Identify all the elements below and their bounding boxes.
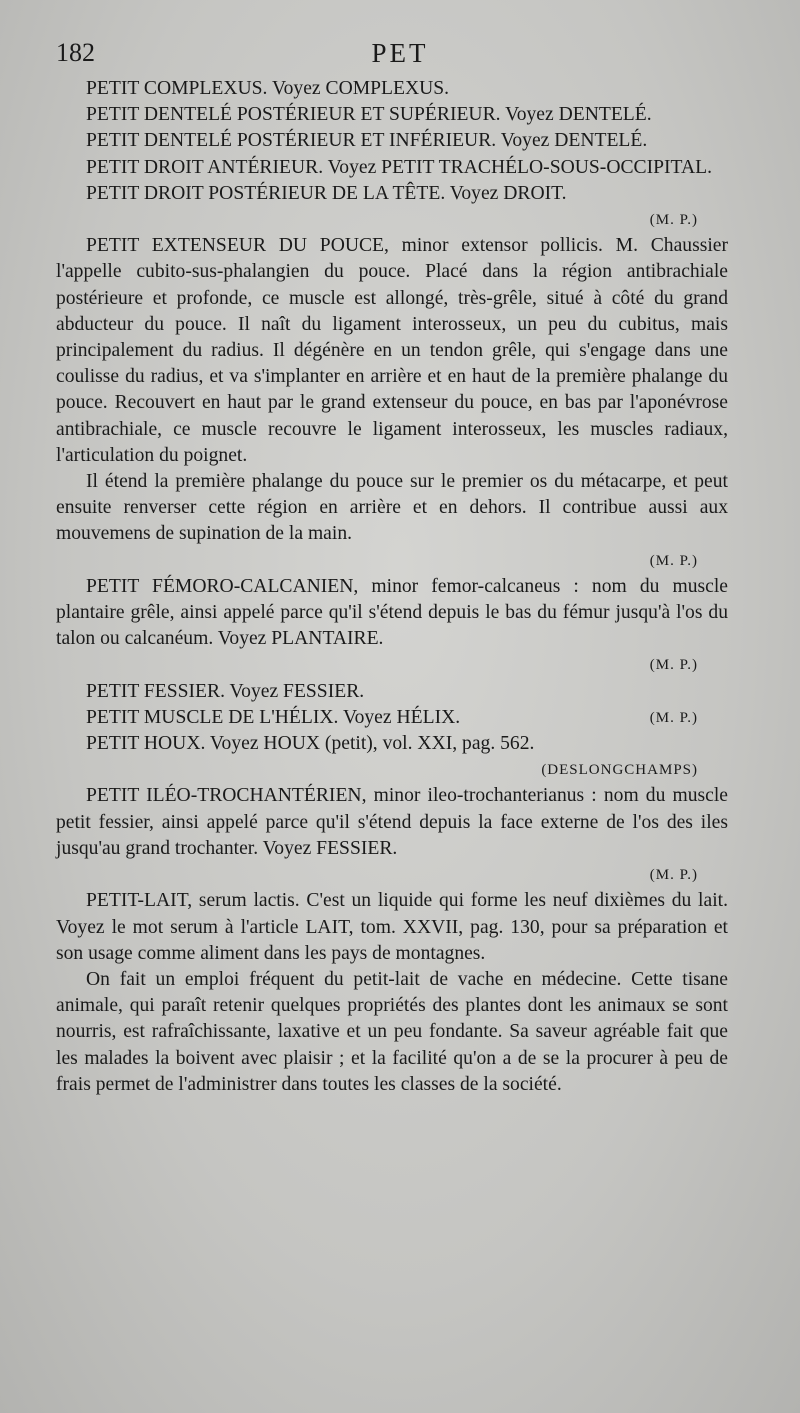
- author-signature: (M. P.): [649, 867, 698, 884]
- entry-dentele-superieur: PETIT DENTELÉ POSTÉRIEUR ET SUPÉRIEUR. Voyez DENTELÉ.: [86, 104, 652, 126]
- entry-droit-posterieur: PETIT DROIT POSTÉRIEUR DE LA TÊTE. Voyez DROIT.: [86, 182, 567, 204]
- entry-femoro-calcanien: PETIT FÉMORO-CALCANIEN, minor femor-calcaneus : nom du muscle plantaire grêle, ainsi appelé parce qu'il s'étend depuis le bas du fémur jusqu'à l'os du talon ou calcanéum. Voyez PLANTAIRE.: [56, 575, 728, 650]
- author-signature: (M. P.): [649, 709, 698, 726]
- entry-droit-anterieur: PETIT DROIT ANTÉRIEUR. Voyez PETIT TRACHÉLO-SOUS-OCCIPITAL.: [86, 156, 712, 178]
- author-signature: (DESLONGCHAMPS): [541, 762, 698, 779]
- entry-petit-lait: PETIT-LAIT, serum lactis. C'est un liquide qui forme les neuf dixièmes du lait. Voyez le mot serum à l'article LAIT, tom. XXVII, pag. 130, pour sa préparation et son usage comme aliment dans les pays de montagnes.: [56, 890, 728, 964]
- running-head: PET: [371, 38, 429, 68]
- entry-helix-row: [56, 705, 728, 731]
- body-text: [56, 76, 728, 1098]
- page-number: 182: [56, 38, 95, 67]
- entry-dentele-inferieur: PETIT DENTELÉ POSTÉRIEUR ET INFÉRIEUR. Voyez DENTELÉ.: [86, 130, 648, 152]
- entry-extenseur-pouce-cont: Il étend la première phalange du pouce sur le premier os du métacarpe, et peut ensuite renverser cette région en arrière et en dehors. Il contribue aussi aux mouvemens de supination de la main.: [56, 471, 728, 545]
- entry-petit-lait-cont: On fait un emploi fréquent du petit-lait de vache en médecine. Cette tisane animale, qui paraît retenir quelques propriétés des plantes dont les animaux se sont nourris, est rafraîchissante, laxative et un peu fondante. Sa saveur agréable fait que les malades la boivent avec plaisir ; et la facilité qu'on a de se la procurer à peu de frais permet de l'administrer dans toutes les classes de la société.: [56, 968, 728, 1095]
- page-header: [52, 30, 748, 70]
- author-signature: (M. P.): [649, 212, 698, 229]
- entry-petit-fessier: PETIT FESSIER. Voyez FESSIER.: [86, 680, 365, 702]
- author-signature: (M. P.): [649, 657, 698, 674]
- entry-petit-houx: PETIT HOUX. Voyez HOUX (petit), vol. XXI, pag. 562.: [86, 733, 535, 755]
- entry-muscle-helix: PETIT MUSCLE DE L'HÉLIX. Voyez HÉLIX.: [86, 706, 461, 728]
- entry-petit-complexus: PETIT COMPLEXUS. Voyez COMPLEXUS.: [86, 78, 450, 99]
- entry-ileo-trochanterien: PETIT ILÉO-TROCHANTÉRIEN, minor ileo-trochanterianus : nom du muscle petit fessier, ainsi appelé parce qu'il s'étend depuis la face externe de l'os des iles jusqu'au grand trochanter. Voyez FESSIER.: [56, 785, 728, 859]
- author-signature: (M. P.): [649, 552, 698, 569]
- entry-extenseur-pouce: PETIT EXTENSEUR DU POUCE, minor extensor pollicis. M. Chaussier l'appelle cubito-sus-phalangien du pouce. Placé dans la région antibrachiale postérieure et profonde, ce muscle est allongé, très-grêle, situé à côté du grand abducteur du pouce. Il naît du ligament interosseux, un peu du cubitus, mais principalement du radius. Il dégénère en un tendon grêle, qui s'engage dans une coulisse du radius, et va s'implanter en arrière et en haut de la première phalange du pouce. Recouvert en haut par le grand extenseur du pouce, en bas par l'aponévrose antibrachiale, ce muscle recouvre le ligament interosseux, les muscles radiaux, l'articulation du poignet.: [56, 235, 728, 466]
